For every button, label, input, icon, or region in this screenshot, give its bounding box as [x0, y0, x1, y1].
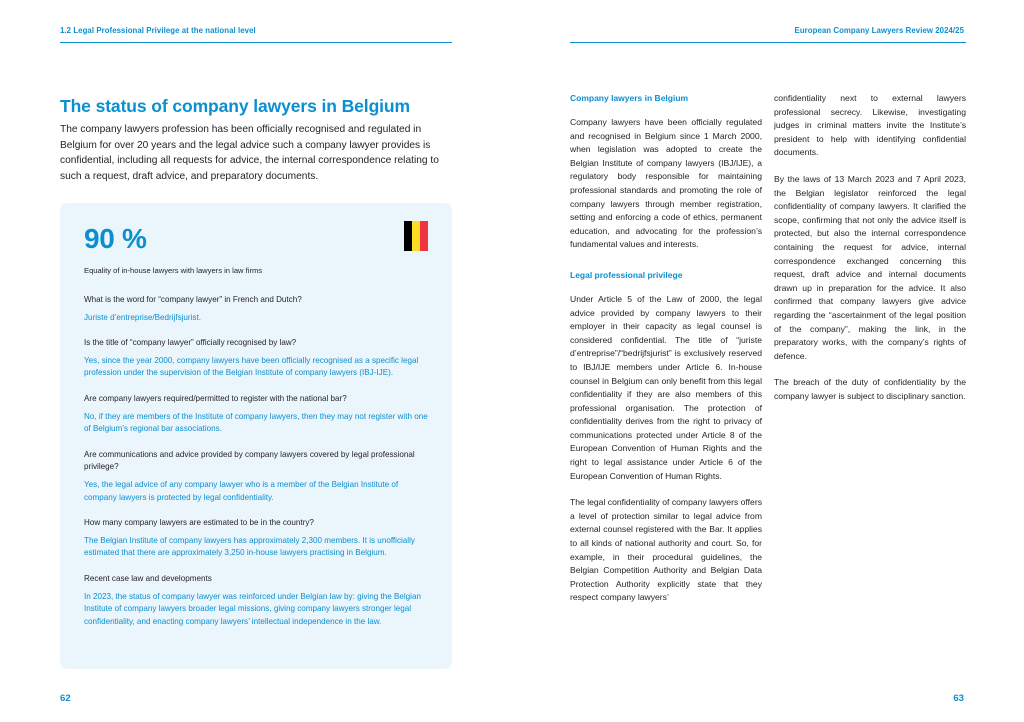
header-rule-left: [60, 42, 452, 43]
qa-question: Are communications and advice provided by company lawyers covered by legal professional privilege?: [84, 449, 415, 472]
belgium-flag-icon: [404, 221, 428, 251]
qa-answer: The Belgian Institute of company lawyers has approximately 2,300 members. It is unofficially estimated that there are approximately 3,250 in-house lawyers practising in Belgium.: [84, 535, 415, 558]
qa-answer: No, if they are members of the Institute of company lawyers, then they may not register with one of Belgium’s regional bar associations.: [84, 411, 428, 434]
country-fact-box: [60, 203, 452, 669]
section-heading-company-lawyers: Company lawyers in Belgium: [570, 93, 689, 103]
qa-question: What is the word for “company lawyer” in French and Dutch?: [84, 295, 302, 304]
body-paragraph: By the laws of 13 March 2023 and 7 April 2023, the Belgian legislator reinforced the legal confidentiality of company lawyers. It clarified the scope, confirming that not only the advice itself is protected, but also the internal correspondence containing the request for advice, internal correspondence exchanged concerning this request, draft advice and internal documents drawn up in preparation for the advice. It also confirmed that company lawyers give advice regarding the “ascertainment of the legal position of the company”, making the link, in the preparatory works, with the company’s rights of defence.: [774, 173, 966, 361]
page-title: The status of company lawyers in Belgium: [60, 95, 410, 116]
body-paragraph: The breach of the duty of confidentiality by the company lawyer is subject to disciplinary sanction.: [774, 377, 966, 401]
qa-question: How many company lawyers are estimated to be in the country?: [84, 518, 314, 528]
text-column-1: [570, 92, 762, 605]
body-paragraph: The legal confidentiality of company lawyers offers a level of protection similar to legal advice from external counsel registered with the Bar. It applies to all kinds of national authority and court. So, for example, in their procedural guidelines, the Belgian Competition Authority and Belgian Data Protection Authority explicitly state that they respect company lawyers’: [570, 497, 762, 603]
page-number-right: 63: [953, 693, 964, 704]
right-page: [512, 0, 1024, 722]
running-head-left: 1.2 Legal Professional Privilege at the national level: [60, 26, 256, 35]
page-number-left: 62: [60, 693, 71, 704]
text-column-2: [774, 92, 966, 403]
section-heading-legal-professional-privilege: Legal professional privilege: [570, 269, 683, 280]
header-rule-right: [570, 42, 966, 43]
running-head-right: European Company Lawyers Review 2024/25: [794, 26, 964, 35]
qa-question: Is the title of “company lawyer” officially recognised by law?: [84, 338, 297, 348]
statistic-value: 90 %: [84, 223, 147, 254]
qa-list: [84, 294, 428, 628]
qa-answer: In 2023, the status of company lawyer was reinforced under Belgian law by: giving the Belgian Institute of company lawyers broader legal missions, giving company lawyers stronger legal confidentiality, and enacting company lawyers’ intellectual independence in the law.: [84, 591, 421, 626]
body-paragraph: Company lawyers have been officially regulated and recognised in Belgium since 1 March 2000, when legislation was adopted to create the Belgian Institute of company lawyers (IBJ/IJE), a regulatory body responsible for maintaining professional standards and promoting the role of company lawyers through member registration, setting and enforcing a code of ethics, permanent education, and advocating for the profession’s fundamental values and interests.: [570, 117, 762, 250]
body-paragraph: Under Article 5 of the Law of 2000, the legal advice provided by company lawyers to their employer in their capacity as legal counsel is considered confidential. The title of “juriste d’entreprise”/“bedrijfsjurist” is exclusively reserved to IBJ/IJE members under Article 6. In-house counsel in Belgium can only benefit from this legal confidentiality if they are also members of this professional organisation. The protection of confidentiality derives from the right to privacy of communications protected under Article 8 of the European Convention of Human Rights and the right to legal assistance under Article 6 of the European Convention of Human Rights.: [570, 293, 762, 481]
qa-question: Are company lawyers required/permitted to register with the national bar?: [84, 393, 347, 403]
intro-paragraph: The company lawyers profession has been officially recognised and regulated in Belgium for over 20 years and the legal advice such a company lawyer provides is confidential, including all requests for advice, the internal correspondence relating to such a request, draft advice, and preparatory documents.: [60, 124, 439, 182]
qa-answer: Yes, since the year 2000, company lawyers have been officially recognised as a specific legal profession under the supervision of the Belgian Institute of company lawyers (IBJ-IJE).: [84, 355, 419, 378]
qa-answer: Juriste d’entreprise/Bedrijfsjurist.: [84, 312, 201, 322]
qa-answer: Yes, the legal advice of any company lawyer who is a member of the Belgian Institute of company lawyers is protected by legal confidentiality.: [84, 479, 399, 502]
body-paragraph: confidentiality next to external lawyers professional secrecy. Likewise, investigating judges in criminal matters invite the Institute’s president to help with identifying confidential documents.: [774, 93, 966, 158]
statistic-caption: Equality of in-house lawyers with lawyers in law firms: [84, 266, 263, 275]
qa-question: Recent case law and developments: [84, 573, 212, 583]
